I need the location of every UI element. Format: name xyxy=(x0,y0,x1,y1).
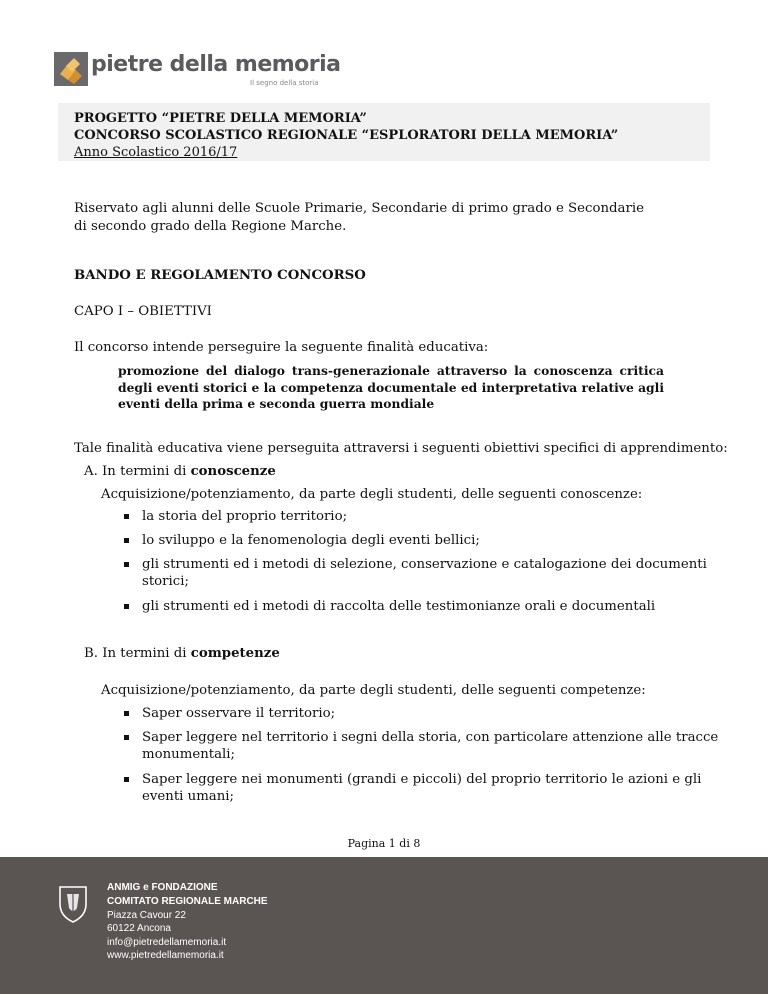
bullet-icon xyxy=(124,538,129,543)
bullet-icon xyxy=(124,604,129,609)
list-item-continuation: eventi umani; xyxy=(142,789,235,804)
bando-title: BANDO E REGOLAMENTO CONCORSO xyxy=(74,268,366,283)
bullet-icon xyxy=(124,514,129,519)
intro-line-1: Riservato agli alunni delle Scuole Primarie, Secondarie di primo grado e Secondarie xyxy=(74,201,644,216)
list-item: gli strumenti ed i metodi di selezione, conservazione e catalogazione dei documenti xyxy=(142,557,707,572)
list-item: gli strumenti ed i metodi di raccolta delle testimonianze orali e documentali xyxy=(142,599,656,614)
stones-logo-icon xyxy=(54,52,88,86)
list-item: Saper leggere nel territorio i segni della storia, con particolare attenzione alle tracce xyxy=(142,730,719,745)
obiettivi-intro: Tale finalità educativa viene perseguita attraversi i seguenti obiettivi specifici di apprendimento: xyxy=(74,441,728,456)
logo-name: pietre della memoria xyxy=(91,52,341,77)
shield-icon xyxy=(58,884,88,924)
list-item: Saper osservare il territorio; xyxy=(142,706,336,721)
capo-heading: CAPO I – OBIETTIVI xyxy=(74,304,212,319)
logo xyxy=(54,50,341,100)
finalita-intro: Il concorso intende perseguire la seguente finalità educativa: xyxy=(74,340,489,355)
footer-email: info@pietredellamemoria.it xyxy=(107,937,227,948)
section-a-prefix: A. In termini di xyxy=(84,464,191,479)
bullet-icon xyxy=(124,562,129,567)
school-year: Anno Scolastico 2016/17 xyxy=(74,145,238,160)
footer-committee: COMITATO REGIONALE MARCHE xyxy=(107,896,268,907)
section-a-heading xyxy=(84,463,276,481)
section-b-heading xyxy=(84,645,280,663)
footer-org: ANMIG e FONDAZIONE xyxy=(107,882,218,893)
list-item-continuation: monumentali; xyxy=(142,747,236,762)
section-b-keyword: competenze xyxy=(190,646,280,661)
list-item: la storia del proprio territorio; xyxy=(142,509,348,524)
bullet-icon xyxy=(124,711,129,716)
page-number: Pagina 1 di 8 xyxy=(347,837,421,850)
list-item: lo sviluppo e la fenomenologia degli eventi bellici; xyxy=(142,533,480,548)
logo-tagline: Il segno della storia xyxy=(250,79,319,87)
section-a-keyword: conoscenze xyxy=(190,464,276,479)
footer-city: 60122 Ancona xyxy=(107,923,171,934)
section-b-prefix: B. In termini di xyxy=(84,646,191,661)
finalita-statement: promozione del dialogo trans-generazionale attraverso la conoscenza critica degli eventi storici e la competenza documentale ed interpretativa relative agli eventi della prima e seconda guerra mondiale xyxy=(118,363,664,411)
project-title: PROGETTO “PIETRE DELLA MEMORIA” xyxy=(74,111,367,126)
bullet-icon xyxy=(124,735,129,740)
section-b-intro: Acquisizione/potenziamento, da parte degli studenti, delle seguenti competenze: xyxy=(101,683,646,698)
intro-line-2: di secondo grado della Regione Marche. xyxy=(74,219,347,234)
footer-address: Piazza Cavour 22 xyxy=(107,910,186,921)
footer-website: www.pietredellamemoria.it xyxy=(107,950,224,961)
list-item: Saper leggere nei monumenti (grandi e piccoli) del proprio territorio le azioni e gli xyxy=(142,772,702,787)
section-a-intro: Acquisizione/potenziamento, da parte degli studenti, delle seguenti conoscenze: xyxy=(101,487,643,502)
contest-title: CONCORSO SCOLASTICO REGIONALE “ESPLORATORI DELLA MEMORIA” xyxy=(74,128,619,143)
bullet-icon xyxy=(124,777,129,782)
list-item-continuation: storici; xyxy=(142,574,189,589)
